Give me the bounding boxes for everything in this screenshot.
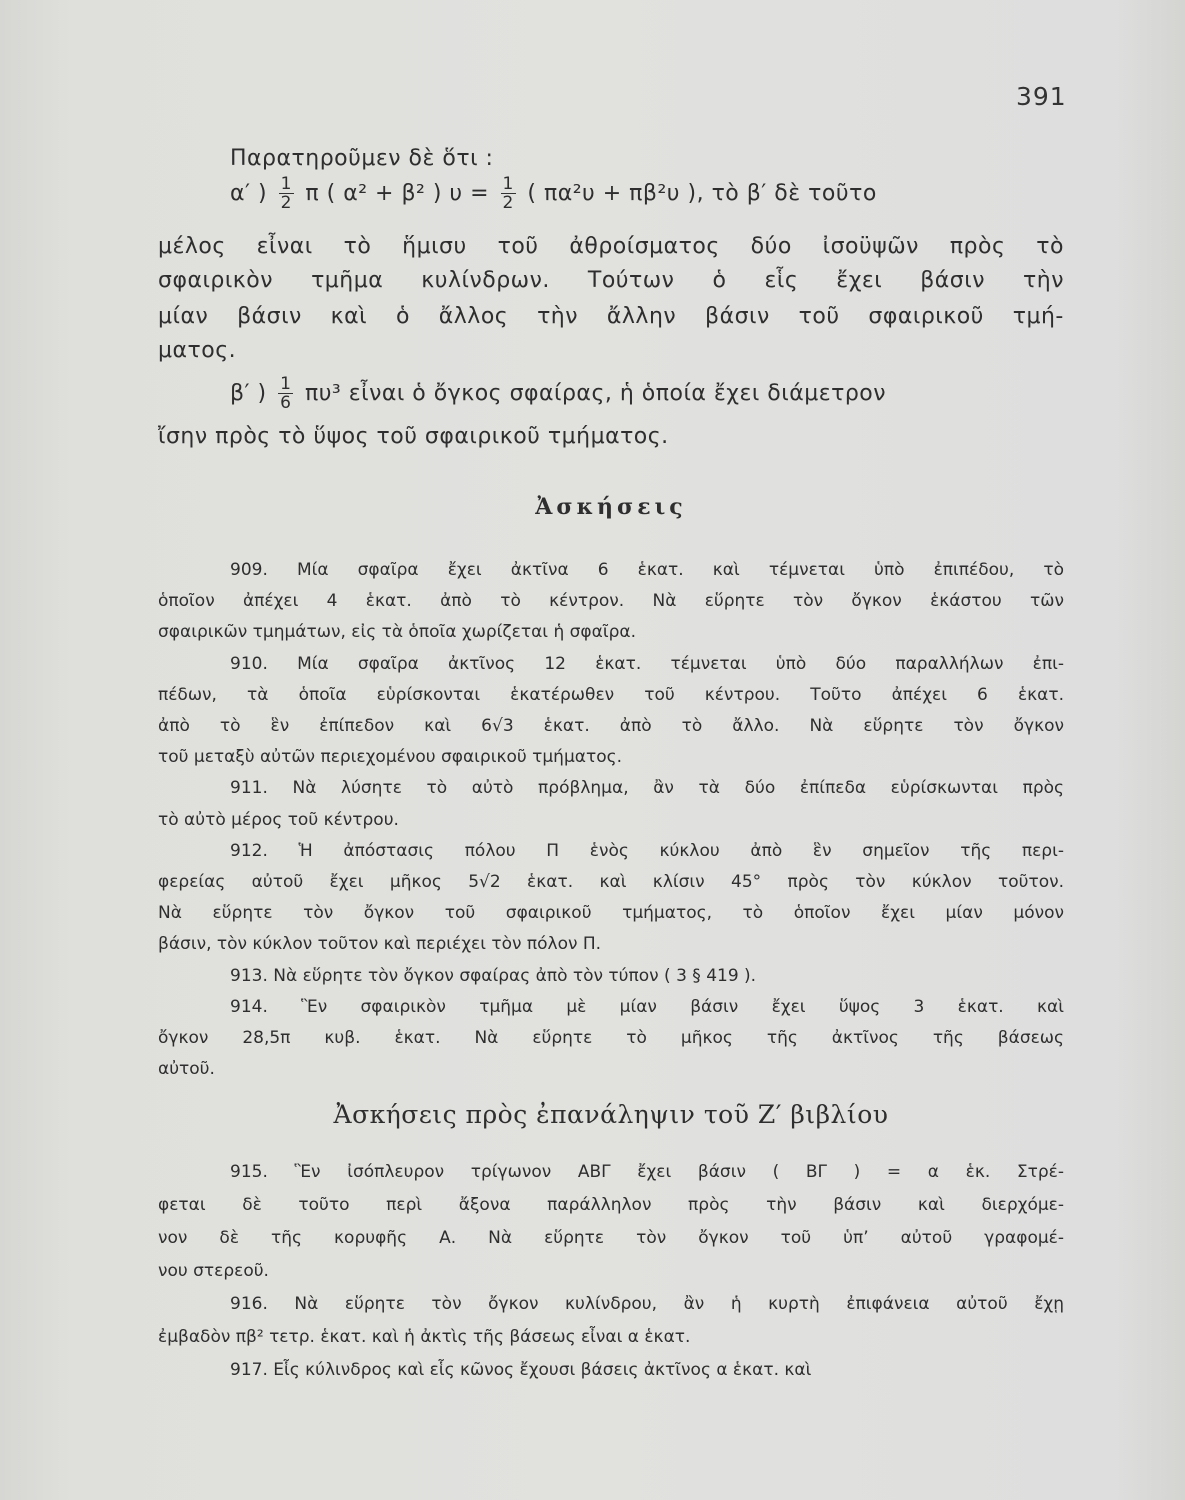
exercise-line: σφαιρικῶν τμημάτων, εἰς τὰ ὁποῖα χωρίζεται ἡ σφαῖρα. <box>158 622 636 643</box>
exercise-line: 909. Μία σφαῖρα ἔχει ἀκτῖνα 6 ἑκατ. καὶ τέμνεται ὑπὸ ἐπιπέδου, τὸ <box>230 560 1064 580</box>
word: βάσιν <box>705 304 770 329</box>
word: τὸ <box>343 234 372 259</box>
page-number: 391 <box>1016 82 1067 111</box>
word: ὁ <box>712 268 727 293</box>
exercise-line: νου στερεοῦ. <box>158 1261 269 1281</box>
frac-num: 1 <box>280 374 292 394</box>
word: τοῦ <box>798 304 840 329</box>
exercise-line: αὐτοῦ. <box>158 1059 215 1080</box>
word: δύο <box>750 234 792 259</box>
exercise-line: 915. Ἓν ἰσόπλευρον τρίγωνον ΑΒΓ ἔχει βάσιν ( ΒΓ ) = α ἑκ. Στρέ- <box>230 1162 1064 1182</box>
word: ἰσοϋψῶν <box>822 234 919 259</box>
fraction-sixth <box>278 376 293 412</box>
word: τμῆμα <box>311 268 384 293</box>
word: ὁ <box>395 304 410 329</box>
word: εἷς <box>764 268 799 293</box>
exercise-line: πέδων, τὰ ὁποῖα εὑρίσκονται ἑκατέρωθεν τοῦ κέντρου. Τοῦτο ἀπέχει 6 ἑκατ. <box>158 684 1064 705</box>
word: ἔχει <box>836 268 883 293</box>
frac-den: 2 <box>502 193 514 213</box>
frac-num: 1 <box>280 174 292 194</box>
exercise-line: τὸ αὐτὸ μέρος τοῦ κέντρου. <box>158 809 399 830</box>
intro-line-8: ἴσην πρὸς τὸ ὕψος τοῦ σφαιρικοῦ τμήματος. <box>158 424 669 449</box>
word: τμή- <box>1012 304 1064 329</box>
exercise-line: βάσιν, τὸν κύκλον τοῦτον καὶ περιέχει τὸν πόλον Π. <box>158 934 602 955</box>
intro-line-5 <box>158 304 1064 329</box>
exercise-line: Νὰ εὕρητε τὸν ὄγκον τοῦ σφαιρικοῦ τμήματος, τὸ ὁποῖον ἔχει μίαν μόνον <box>158 903 1064 924</box>
exercise-line: 917. Εἷς κύλινδρος καὶ εἷς κῶνος ἔχουσι βάσεις ἀκτῖνος α ἑκατ. καὶ <box>230 1360 812 1380</box>
exercise-line: 916. Νὰ εὕρητε τὸν ὄγκον κυλίνδρου, ἂν ἡ κυρτὴ ἐπιφάνεια αὐτοῦ ἔχῃ <box>230 1294 1064 1314</box>
word: ἄλλος <box>438 304 509 329</box>
beta-label: β′ ) <box>230 381 267 406</box>
word: πρὸς <box>949 234 1006 259</box>
frac-den: 2 <box>280 193 292 213</box>
beta-formula-line <box>230 376 1064 412</box>
intro-line-3 <box>158 234 1064 259</box>
frac-num: 1 <box>502 174 514 194</box>
exercise-line: 910. Μία σφαῖρα ἀκτῖνος 12 ἑκατ. τέμνεται ὑπὸ δύο παραλλήλων ἐπι- <box>230 653 1064 674</box>
word: ἥμισυ <box>402 234 467 259</box>
word: τὴν <box>537 304 579 329</box>
word: καὶ <box>330 304 368 329</box>
exercise-line: 911. Νὰ λύσητε τὸ αὐτὸ πρόβλημα, ἂν τὰ δύο ἐπίπεδα εὑρίσκωνται πρὸς <box>230 778 1064 799</box>
intro-line-6: ματος. <box>158 338 237 363</box>
word: σφαιρικοῦ <box>868 304 984 329</box>
alpha-label: α′ ) <box>230 181 268 206</box>
word: βάσιν <box>237 304 302 329</box>
exercise-line: φερείας αὐτοῦ ἔχει μῆκος 5√2 ἑκατ. καὶ κλίσιν 45° πρὸς τὸν κύκλον τοῦτον. <box>158 872 1064 892</box>
exercise-line: ὄγκον 28,5π κυβ. ἑκατ. Νὰ εὕρητε τὸ μῆκος τῆς ἀκτῖνος τῆς βάσεως <box>158 1028 1064 1048</box>
word: τὸ <box>1036 234 1064 259</box>
exercise-line: 914. Ἓν σφαιρικὸν τμῆμα μὲ μίαν βάσιν ἔχει ὕψος 3 ἑκατ. καὶ <box>230 996 1064 1017</box>
fraction-half-1 <box>279 176 294 212</box>
word: βάσιν <box>920 268 985 293</box>
word: Τούτων <box>587 268 675 293</box>
review-heading: Ἀσκήσεις πρὸς ἐπανάληψιν τοῦ Ζ′ βιβλίου <box>333 1100 889 1129</box>
exercise-line: 913. Νὰ εὕρητε τὸν ὄγκον σφαίρας ἀπὸ τὸν τύπον ( 3 § 419 ). <box>230 965 757 986</box>
exercises-heading: Ἀσκήσεις <box>535 494 687 520</box>
intro-line-1: Παρατηροῦμεν δὲ ὅτι : <box>230 146 494 171</box>
word: εἶναι <box>256 234 313 259</box>
word: ἀθροίσματος <box>569 234 720 259</box>
word: μέλος <box>158 234 226 259</box>
exercise-line: 912. Ἡ ἀπόστασις πόλου Π ἑνὸς κύκλου ἀπὸ ἓν σημεῖον τῆς περι- <box>230 840 1064 861</box>
word: κυλίνδρων. <box>421 268 550 293</box>
word: μίαν <box>158 304 209 329</box>
fraction-half-2 <box>501 176 516 212</box>
alpha-expression-1: π ( α² + β² ) υ = <box>305 181 490 206</box>
alpha-expression-2: ( πα²υ + πβ²υ ), τὸ β′ δὲ τοῦτο <box>527 181 877 206</box>
exercise-line: φεται δὲ τοῦτο περὶ ἄξονα παράλληλον πρὸς τὴν βάσιν καὶ διερχόμε- <box>158 1195 1064 1215</box>
exercise-line: ὁποῖον ἀπέχει 4 ἑκατ. ἀπὸ τὸ κέντρον. Νὰ εὕρητε τὸν ὄγκον ἑκάστου τῶν <box>158 591 1064 612</box>
intro-line-4 <box>158 268 1064 293</box>
exercise-line: ἀπὸ τὸ ἓν ἐπίπεδον καὶ 6√3 ἑκατ. ἀπὸ τὸ ἄλλο. Νὰ εὕρητε τὸν ὄγκον <box>158 716 1064 736</box>
word: σφαιρικὸν <box>158 268 274 293</box>
exercise-line: νον δὲ τῆς κορυφῆς Α. Νὰ εὕρητε τὸν ὄγκον τοῦ ὑπ’ αὐτοῦ γραφομέ- <box>158 1228 1064 1248</box>
beta-expression: πυ³ εἶναι ὁ ὄγκος σφαίρας, ἡ ὁποία ἔχει διάμετρον <box>304 381 887 406</box>
exercise-line: τοῦ μεταξὺ αὐτῶν περιεχομένου σφαιρικοῦ τμήματος. <box>158 747 622 768</box>
exercise-line: ἐμβαδὸν πβ² τετρ. ἑκατ. καὶ ἡ ἀκτὶς τῆς βάσεως εἶναι α ἑκατ. <box>158 1327 691 1347</box>
frac-den: 6 <box>280 393 292 413</box>
alpha-formula-line <box>230 176 1064 212</box>
word: ἄλλην <box>606 304 677 329</box>
word: τοῦ <box>497 234 539 259</box>
word: τὴν <box>1023 268 1064 293</box>
